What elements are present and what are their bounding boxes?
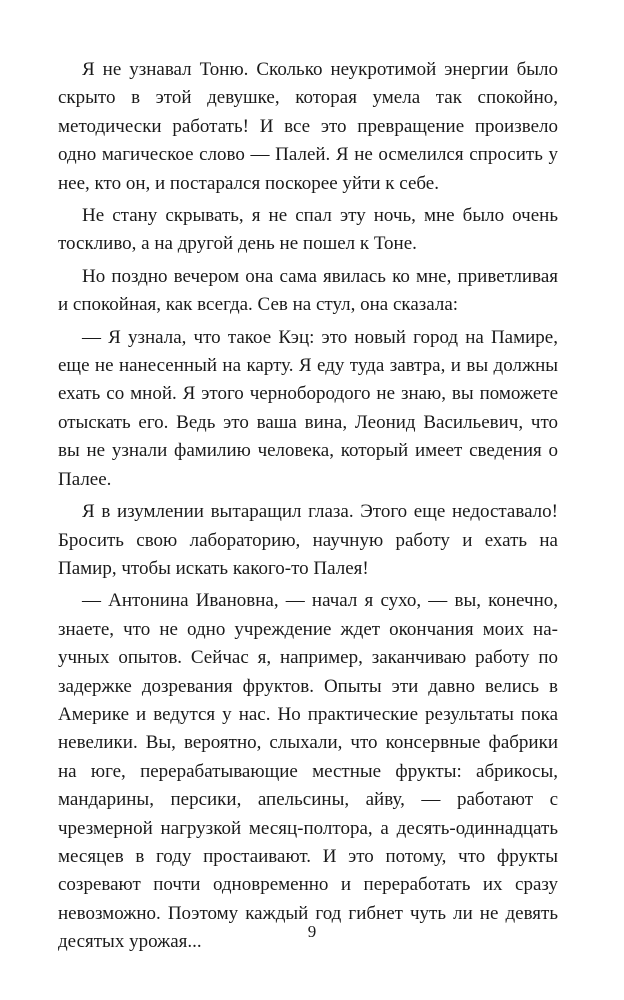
paragraph-2: Не стану скрывать, я не спал эту ночь, мне было очень тоскливо, а на другой день не пошел к Тоне.	[58, 205, 558, 255]
paragraph-3: Но поздно вечером она сама явилась ко мне, приветливая и спокойная, как всегда. Сев на стул, она сказала:	[58, 265, 558, 316]
page-body-text	[58, 56, 558, 961]
page-number: 9	[307, 922, 317, 941]
paragraph-5: Я в изумлении вытаращил глаза. Этого еще недоставало! Бросить свою лабораторию, научную работу и ехать на Памир, чтобы искать какого-то Палея!	[58, 501, 558, 579]
paragraph-6: — Антонина Ивановна, — начал я сухо, — вы, конечно, знаете, что не одно учреждение ждет окончания моих научных опытов. Сейчас я, например, заканчиваю работу по задержке дозревания фруктов. Опыты эти давно велись в Америке и ведутся у нас. Но практические результаты пока невелики. Вы, вероятно, слыхали, что консервные фабрики на юге, перерабатывающие местные фрукты: абрикосы, мандарины, персики, апельсины, айву, — работают с чрезмерной нагрузкой месяц-полтора, а десять-одиннадцать месяцев в году простаивают. И это потому, что фрукты созревают почти одновременно и переработать их сразу невозможно. Поэтому каждый год гибнет чуть ли не девять десятых урожая...	[58, 590, 558, 953]
paragraph-1: Я не узнавал Тоню. Сколько неукротимой энергии было скрыто в этой девушке, которая умела так спокойно, методически работать! И все это превращение произвело одно магическое слово — Палей. Я не осмелился спросить у нее, кто он, и постарался поскорее уйти к себе.	[58, 59, 558, 194]
paragraph-4: — Я узнала, что такое Кэц: это новый город на Памире, еще не нанесенный на карту. Я еду туда завтра, и вы должны ехать со мной. Я этого чернобородого не знаю, вы поможете отыскать его. Ведь это ваша вина, Леонид Васильевич, что вы не узнали фамилию человека, который имеет сведения о Палее.	[58, 326, 558, 490]
